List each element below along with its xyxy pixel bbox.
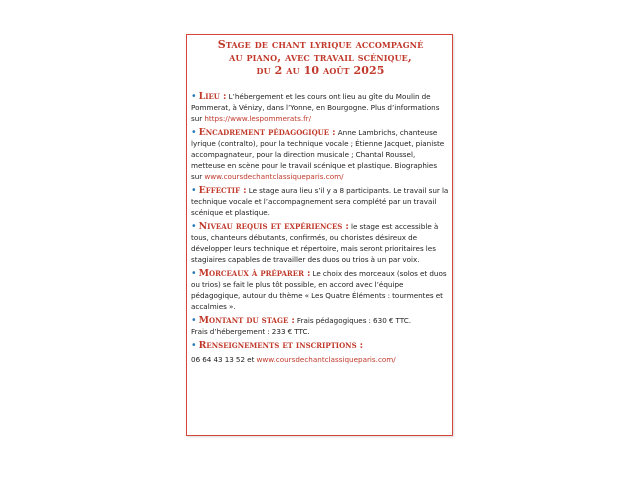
section-effectif — [191, 185, 450, 218]
bullet-icon: • — [191, 91, 197, 102]
montant-heading: Montant du stage : — [198, 315, 295, 326]
phone-number[interactable]: 06 64 43 13 52 — [191, 355, 246, 364]
section-morceaux — [191, 268, 450, 312]
effectif-text: Le stage aura lieu s’il y a 8 participants. Le travail sur la technique vocale et l’accompagnement sera complété par un travail scénique et plastique. — [191, 186, 449, 217]
flyer-title — [191, 38, 450, 77]
bullet-icon: • — [191, 268, 197, 279]
title-line-2: au piano, avec travail scénique, — [229, 51, 412, 64]
title-line-3: du 2 au 10 août 2025 — [256, 64, 385, 77]
bullet-icon: • — [191, 127, 197, 138]
renseignements-heading: Renseignements et inscriptions : — [198, 340, 364, 351]
section-encadrement — [191, 127, 450, 182]
bullet-icon: • — [191, 221, 197, 232]
niveau-heading: Niveau requis et expériences : — [198, 221, 349, 232]
section-renseignements — [191, 340, 450, 365]
lieu-heading: Lieu : — [198, 91, 227, 102]
section-lieu — [191, 91, 450, 124]
morceaux-text: Le choix des morceaux (solos et duos ou trios) se fait le plus tôt possible, en accord avec l’équipe pédagogique, autour du thème « Les Quatre Éléments : tourmentes et accalmies ». — [191, 269, 447, 311]
title-line-1: Stage de chant lyrique accompagné — [217, 38, 424, 51]
bullet-icon: • — [191, 185, 197, 196]
niveau-text: le stage est accessible à tous, chanteurs débutants, confirmés, ou choristes désireux de développer leurs technique et répertoire, mais seront prioritaires les stagiaires capables de travailler des duos ou trios à un par voix. — [191, 222, 439, 264]
montant-text-2: Frais d’hébergement : 233 € TTC. — [191, 327, 310, 336]
montant-text: Frais pédagogiques : 630 € TTC. — [296, 316, 412, 325]
encadrement-text: Anne Lambrichs, chanteuse lyrique (contralto), pour la technique vocale ; Étienne Jacquet, pianiste accompagnateur, pour la direction musicale ; Chantal Roussel, metteuse en scène pour le travail scénique et plastique. Biographies sur — [191, 128, 445, 181]
encadrement-link[interactable]: www.coursdechantclassiqueparis.com/ — [204, 172, 344, 181]
morceaux-heading: Morceaux à préparer : — [198, 268, 311, 279]
bullet-icon: • — [191, 340, 197, 351]
section-montant — [191, 315, 450, 337]
bullet-icon: • — [191, 315, 197, 326]
lieu-link[interactable]: https://www.lespommerats.fr/ — [204, 114, 312, 123]
section-niveau — [191, 221, 450, 265]
joiner-text: et — [245, 355, 257, 364]
renseignements-link[interactable]: www.coursdechantclassiqueparis.com/ — [256, 355, 396, 364]
flyer-card — [186, 34, 453, 436]
encadrement-heading: Encadrement pédagogique : — [198, 127, 336, 138]
lieu-text: L’hébergement et les cours ont lieu au gîte du Moulin de Pommerat, à Vénizy, dans l’Yonne, en Bourgogne. Plus d’informations sur — [191, 92, 440, 123]
effectif-heading: Effectif : — [198, 185, 247, 196]
